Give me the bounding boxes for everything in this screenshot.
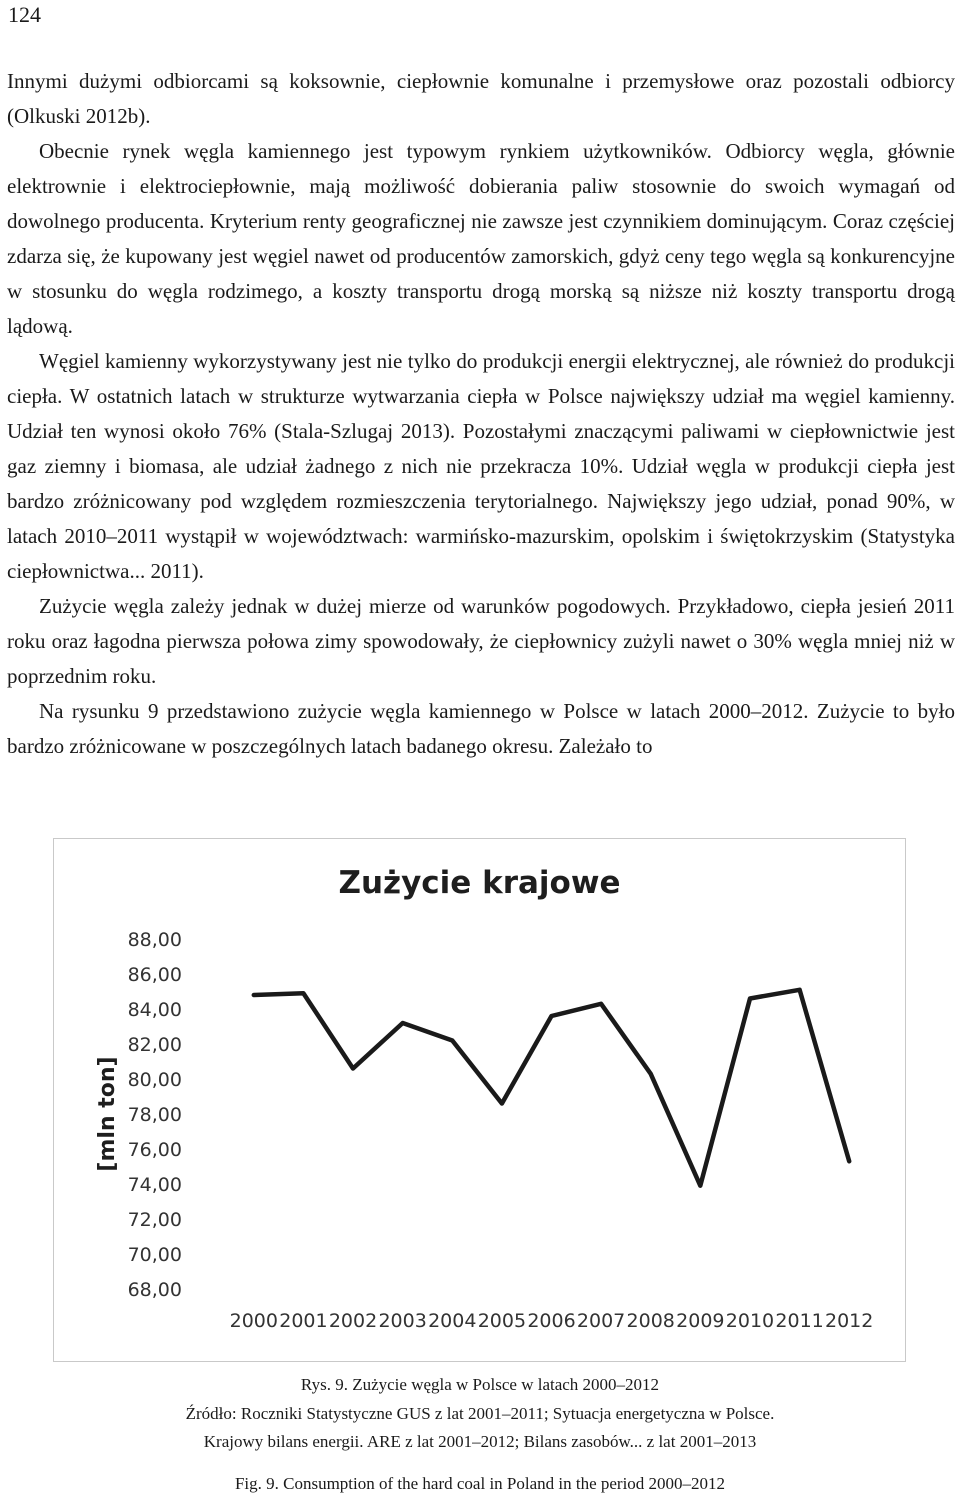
chart-plot — [54, 839, 905, 1361]
figure-caption: Rys. 9. Zużycie węgla w Polsce w latach 2000–2012 — [300, 1375, 660, 1394]
x-tick-label: 2005 — [477, 1310, 527, 1332]
series-line — [254, 990, 849, 1186]
y-tick-label: 70,00 — [127, 1244, 182, 1266]
chart-title: Zużycie krajowe — [338, 865, 621, 901]
y-tick-label: 74,00 — [127, 1174, 182, 1196]
figure-caption-english: Fig. 9. Consumption of the hard coal in Poland in the period 2000–2012 — [234, 1474, 726, 1493]
x-tick-label: 2007 — [576, 1310, 626, 1332]
x-tick-label: 2010 — [725, 1310, 775, 1332]
x-tick-label: 2008 — [626, 1310, 675, 1332]
y-tick-label: 78,00 — [127, 1104, 182, 1126]
y-tick-label: 82,00 — [127, 1034, 182, 1056]
chart — [53, 838, 906, 1362]
figure-source-line-1: Źródło: Roczniki Statystyczne GUS z lat 2001–2011; Sytuacja energetyczna w Polsce. — [185, 1404, 775, 1423]
body-text — [7, 64, 955, 764]
x-tick-label: 2004 — [428, 1310, 477, 1332]
x-tick-label: 2011 — [775, 1310, 824, 1332]
y-tick-label: 72,00 — [127, 1209, 182, 1231]
x-tick-label: 2006 — [527, 1310, 576, 1332]
y-tick-label: 76,00 — [127, 1139, 182, 1161]
paragraph-1: Innymi dużymi odbiorcami są koksownie, ciepłownie komunalne i przemysłowe oraz pozostali odbiorcy (Olkuski 2012b). — [7, 69, 955, 128]
y-tick-label: 68,00 — [127, 1279, 182, 1301]
page-number: 124 — [8, 2, 41, 27]
y-tick-label: 80,00 — [127, 1069, 182, 1091]
y-tick-label: 84,00 — [127, 999, 182, 1021]
paragraph-3: Węgiel kamienny wykorzystywany jest nie tylko do produkcji energii elektrycznej, ale również do produkcji ciepła. W ostatnich latach w strukturze wytwarzania ciepła w Polsce największy udział ma węgiel kamienny. Udział ten wynosi około 76% (Stala-Szlugaj 2013). Pozostałymi znaczącymi paliwami w ciepłownictwie jest gaz ziemny i biomasa, ale udział żadnego z nich nie przekracza 10%. Udział węgla w produkcji ciepła jest bardzo zróżnicowany pod względem rozmieszczenia terytorialnego. Największy jego udział, ponad 90%, w latach 2010–2011 wystąpił w województwach: warmińsko-mazurskim, opolskim i świętokrzyskim (Statystyka ciepłownictwa... 2011). — [7, 349, 955, 583]
y-axis-label: [mln ton] — [95, 1056, 120, 1172]
paragraph-4: Zużycie węgla zależy jednak w dużej mierze od warunków pogodowych. Przykładowo, ciepła jesień 2011 roku oraz łagodna pierwsza połowa zimy spowodowały, że ciepłownicy zużyli nawet o 30% węgla mniej niż w poprzednim roku. — [7, 594, 955, 688]
x-tick-label: 2002 — [328, 1310, 378, 1332]
y-tick-label: 88,00 — [127, 929, 182, 951]
x-tick-label: 2000 — [229, 1310, 278, 1332]
y-tick-label: 86,00 — [127, 964, 182, 986]
x-tick-label: 2001 — [279, 1310, 328, 1332]
x-tick-label: 2003 — [378, 1310, 427, 1332]
x-tick-label: 2012 — [825, 1310, 874, 1332]
x-tick-label: 2009 — [676, 1310, 725, 1332]
paragraph-5: Na rysunku 9 przedstawiono zużycie węgla kamiennego w Polsce w latach 2000–2012. Zużycie to było bardzo zróżnicowane w poszczególnych latach badanego okresu. Zależało to — [7, 699, 955, 758]
paragraph-2: Obecnie rynek węgla kamiennego jest typowym rynkiem użytkowników. Odbiorcy węgla, głównie elektrownie i elektrociepłownie, mają możliwość dobierania paliw stosownie do swoich wymagań od dowolnego producenta. Kryterium renty geograficznej nie zawsze jest czynnikiem dominującym. Coraz częściej zdarza się, że kupowany jest węgiel nawet od producentów zamorskich, gdyż ceny tego węgla są konkurencyjne w stosunku do węgla rodzimego, a koszty transportu drogą morską są niższe niż koszty transportu drogą lądową. — [7, 139, 955, 338]
figure-source-line-2: Krajowy bilans energii. ARE z lat 2001–2012; Bilans zasobów... z lat 2001–2013 — [203, 1432, 757, 1451]
